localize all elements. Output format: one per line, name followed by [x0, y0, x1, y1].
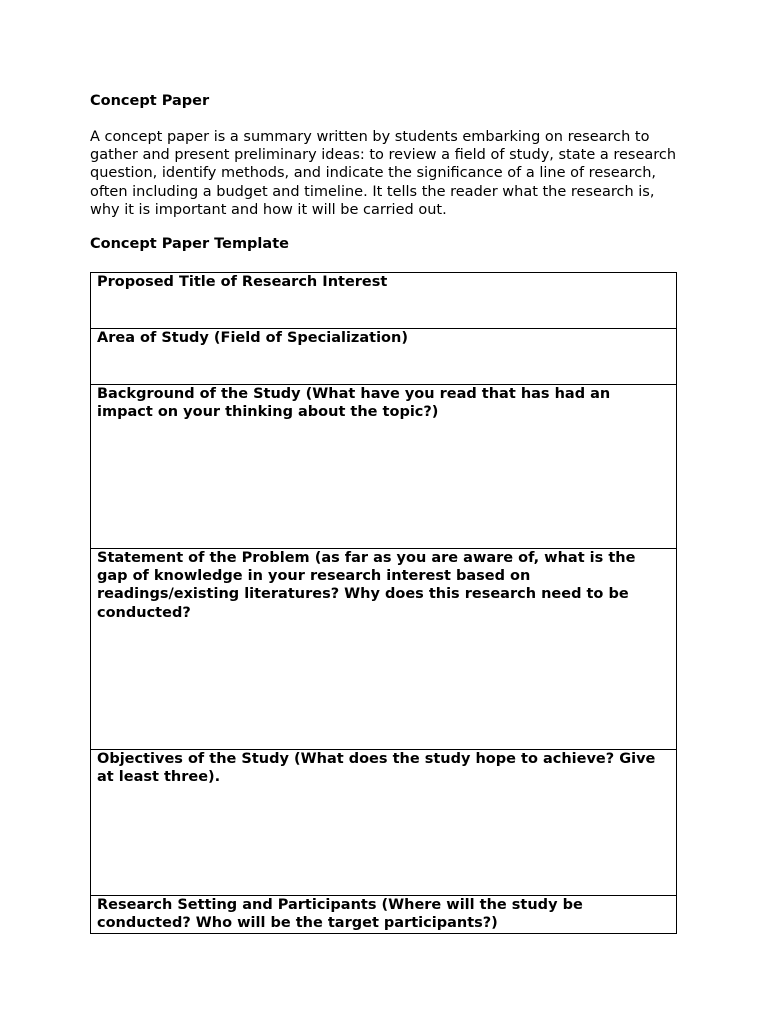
area-of-study-label: Area of Study (Field of Specialization)	[97, 330, 408, 347]
proposed-title-label: Proposed Title of Research Interest	[97, 274, 388, 291]
background-cell[interactable]	[91, 385, 677, 549]
research-setting-cell[interactable]	[91, 896, 677, 934]
document-page	[90, 92, 678, 934]
table-row-statement-of-problem	[91, 549, 677, 750]
area-of-study-cell[interactable]	[91, 329, 677, 385]
template-title: Concept Paper Template	[90, 236, 289, 253]
table-row-area-of-study	[91, 329, 677, 385]
background-label: Background of the Study (What have you read that has had an impact on your thinking about the topic?)	[97, 386, 611, 421]
table-row-objectives	[91, 750, 677, 896]
objectives-label: Objectives of the Study (What does the study hope to achieve? Give at least three).	[97, 751, 656, 786]
intro-paragraph: A concept paper is a summary written by students embarking on research to gather and present preliminary ideas: to review a field of study, state a research question, identify methods, and indicate the significance of a line of research, often including a budget and timeline. It tells the reader what the research is, why it is important and how it will be carried out.	[90, 129, 677, 218]
statement-of-problem-cell[interactable]	[91, 549, 677, 750]
document-title: Concept Paper	[90, 93, 210, 109]
proposed-title-cell[interactable]	[91, 273, 677, 329]
objectives-cell[interactable]	[91, 750, 677, 896]
table-row-background	[91, 385, 677, 549]
table-row-research-setting	[91, 896, 677, 934]
research-setting-label: Research Setting and Participants (Where will the study be conducted? Who will be the target participants?)	[97, 897, 583, 932]
concept-paper-template-table	[90, 272, 677, 934]
statement-of-problem-label: Statement of the Problem (as far as you are aware of, what is the gap of knowledge in your research interest based on readings/existing literatures? Why does this research need to be conducted?	[97, 550, 636, 621]
table-row-proposed-title	[91, 273, 677, 329]
